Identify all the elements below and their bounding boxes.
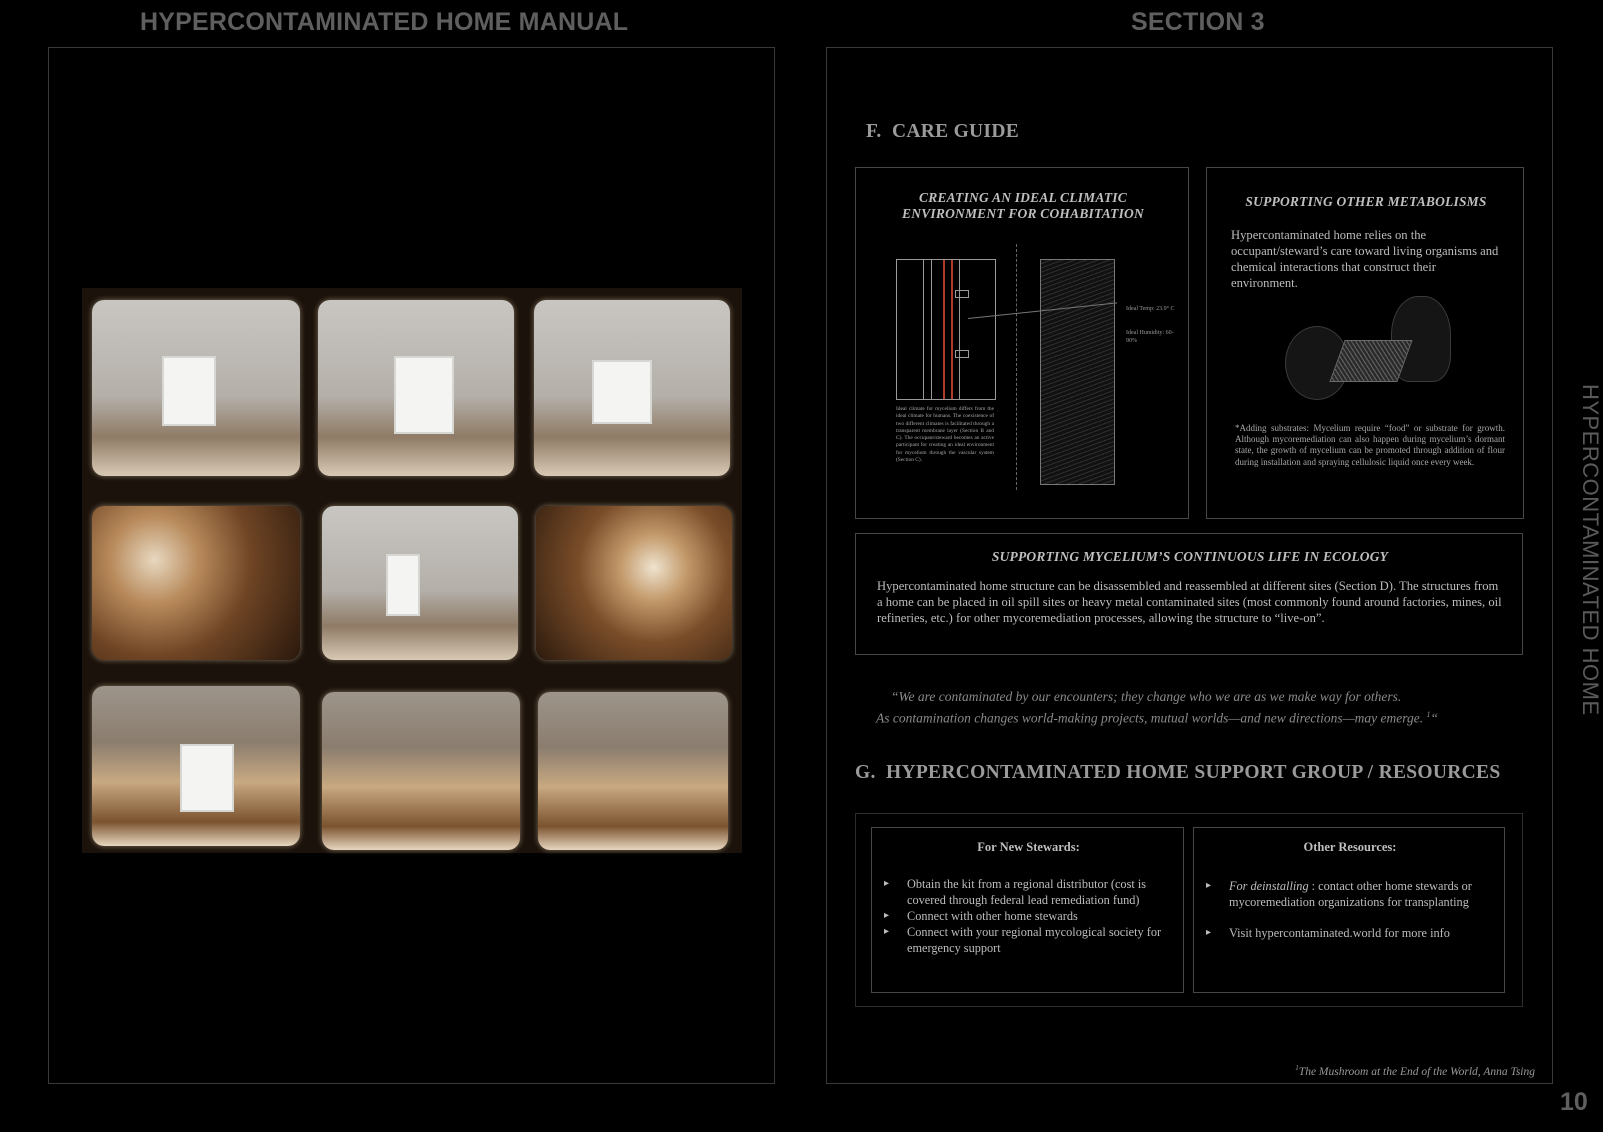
list-item: ▸ Visit hypercontaminated.world for more info xyxy=(1206,925,1498,941)
climate-title: CREATING AN IDEAL CLIMATIC ENVIRONMENT FOR COHABITATION xyxy=(902,190,1144,221)
metabolisms-body: Hypercontaminated home relies on the occupant/steward’s care toward living organisms and chemical interactions that construct their environment. xyxy=(1231,228,1499,290)
page-number: 10 xyxy=(1560,1088,1588,1116)
metabolisms-frame xyxy=(1206,167,1524,519)
list-item: ▸ Obtain the kit from a regional distributor (cost is covered through federal lead remediation fund) xyxy=(884,876,1174,908)
terrarium-cell xyxy=(92,300,300,476)
diagram-divider xyxy=(1016,244,1017,490)
mycelium-section-drawing xyxy=(1040,259,1115,485)
support-frame xyxy=(855,813,1523,1007)
terrarium-grid-image xyxy=(82,288,742,853)
wall-section-diagram xyxy=(896,259,996,400)
list-item: ▸ For deinstalling : contact other home stewards or mycoremediation organizations for transplanting xyxy=(1206,878,1498,910)
terrarium-cell xyxy=(534,300,730,476)
support-heading: G. HYPERCONTAMINATED HOME SUPPORT GROUP / RESOURCES xyxy=(855,762,1501,783)
section-title: SECTION 3 xyxy=(1131,8,1265,36)
list-item: ▸ Connect with your regional mycological society for emergency support xyxy=(884,924,1174,956)
care-guide-heading: F. CARE GUIDE xyxy=(866,121,1020,142)
other-resources-list xyxy=(1206,878,1498,941)
terrarium-cell xyxy=(92,506,300,660)
terrarium-cell xyxy=(92,686,300,846)
stewards-illustration xyxy=(1279,296,1451,406)
terrarium-cell xyxy=(322,692,520,850)
footnote: $^1$The Mushroom at the End of the World, Anna Tsing xyxy=(1295,1064,1535,1078)
ecology-title: SUPPORTING MYCELIUM’S CONTINUOUS LIFE IN ECOLOGY xyxy=(991,549,1389,564)
list-item: ▸ Connect with other home stewards xyxy=(884,908,1174,924)
new-stewards-title: For New Stewards: xyxy=(977,840,1080,854)
climate-caption: Ideal climate for mycelium differs from the ideal climate for humans. The coexistence of two different climates is facilitated through a transparent membrane layer (Section B and C). The occupant/steward becomes an active participant for creating an ideal environment for mycelium through the vascular system (Section C). xyxy=(896,406,994,464)
terrarium-cell xyxy=(322,506,518,660)
manual-title: HYPERCONTAMINATED HOME MANUAL xyxy=(140,8,629,36)
terrarium-cell xyxy=(318,300,514,476)
tsing-quote: “We are contaminated by our encounters; they change who we are as we make way for others. As contamination changes world-making projects, mutual worlds—and new directions—may emerge. $^1$“ xyxy=(876,689,1438,725)
ideal-humidity-label: Ideal Humidity: 60-90% xyxy=(1126,330,1174,344)
terrarium-cell xyxy=(536,506,732,660)
metabolisms-title: SUPPORTING OTHER METABOLISMS xyxy=(1245,194,1487,209)
other-resources-title: Other Resources: xyxy=(1303,840,1397,854)
ecology-body: Hypercontaminated home structure can be disassembled and reassembled at different sites (Section D). The structures from a home can be placed in oil spill sites or heavy metal contaminated sites (most commonly found around factories, mines, oil refineries, etc.) for other mycoremediation processes, allowing the structure to “live-on”. xyxy=(877,579,1502,625)
new-stewards-box xyxy=(871,827,1184,993)
side-label: HYPERCONTAMINATED HOME xyxy=(1578,384,1603,716)
ecology-frame xyxy=(855,533,1523,655)
terrarium-cell xyxy=(538,692,728,850)
ideal-temp-label: Ideal Temp: 23.9° C xyxy=(1126,306,1175,312)
climate-frame xyxy=(855,167,1189,519)
other-resources-box xyxy=(1193,827,1505,993)
new-stewards-list xyxy=(884,876,1174,956)
substrate-note: *Adding substrates: Mycelium require “food” or substrate for growth. Although mycoremediation can also happen during mycelium’s dormant state, the growth of mycelium can be promoted through addition of flour during installation and spraying cellulosic liquid once every week. xyxy=(1235,423,1505,467)
